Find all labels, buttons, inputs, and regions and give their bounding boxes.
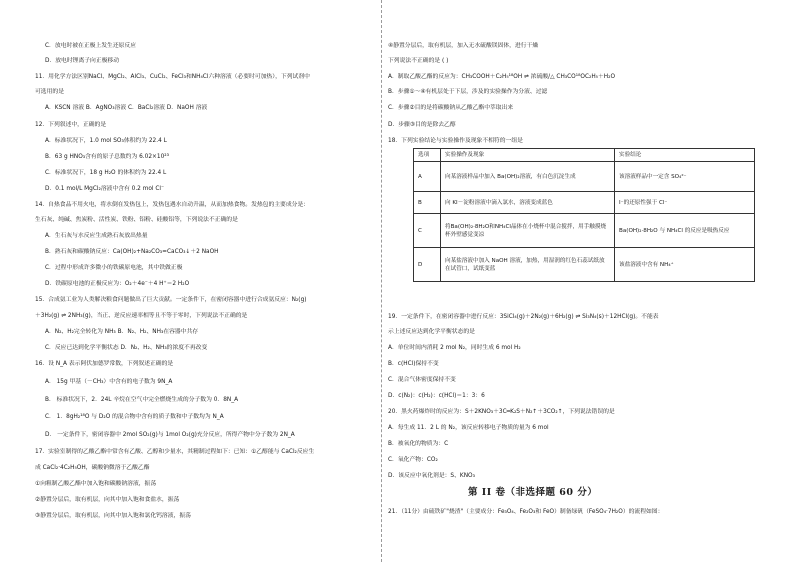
column-divider xyxy=(381,0,382,562)
table-cell: D xyxy=(414,248,441,282)
text-line: 14．自热食品不用火电，将水倒在发热包上，发热包遇水自动升温，从而加热食物。发热包的主要成分是： xyxy=(35,202,310,208)
text-line: D．放电时锂离子向正极移动 xyxy=(45,58,120,64)
text-line: ③静置分层后，取有机层，向其中加入饱和氯化钙溶液，振荡 xyxy=(35,513,191,519)
table-cell: I⁻的还原性强于 Cl⁻ xyxy=(615,192,755,214)
right-column xyxy=(388,0,768,562)
text-line: D． 一定条件下，密闭容器中 2mol SO₂(g)与 1mol O₂(g)充分反应，所得产物中分子数为 2N_A xyxy=(45,432,295,438)
text-line: C．过程中形成许多微小的铁碳原电池，其中铁做正极 xyxy=(45,265,183,271)
text-line: 11．用化学方法区别NaCl、MgCl₂、AlCl₃、CuCl₂、FeCl₃和NH₄Cl六种溶液（必要时可加热），下列试剂中 xyxy=(35,74,310,80)
text-line: 17．实验室制得的乙酸乙酯中常含有乙酸、乙醇和少量水，其精制过程如下：已知：①乙醇能与 CaCl₂反应生 xyxy=(35,449,315,455)
text-line: 20．黑火药爆炸时的反应为：S＋2KNO₃＋3C═K₂S＋N₂↑＋3CO₂↑，下列说法错误的是 xyxy=(388,409,615,415)
text-line: C．氧化产物：CO₂ xyxy=(388,457,438,463)
text-line: A．标准状况下，1.0 mol SO₃体积约为 22.4 L xyxy=(45,138,167,144)
text-line: ②静置分层后，取有机层，向其中加入饱和食盐水，振荡 xyxy=(35,497,180,503)
text-line: 12．下列叙述中，正确的是 xyxy=(35,122,107,128)
text-line: C．混合气体密度保持不变 xyxy=(388,377,456,383)
table-cell: Ba(OH)₂·8H₂O 与 NH₄Cl 的反应是吸热反应 xyxy=(615,214,755,248)
text-line: D．c(N₂)：c(H₂)：c(HCl)＝1：3：6 xyxy=(388,393,485,399)
text-line: A． 15g 甲基（－CH₃）中含有的电子数为 9N_A xyxy=(45,379,173,385)
text-line: C．步骤②目的是将碳酸钠从乙酸乙酯中萃取出来 xyxy=(388,105,514,111)
text-line: B．步骤①～④有机层处于下层，涉及的实验操作为分液、过滤 xyxy=(388,89,548,95)
section-title: 第 II 卷（非选择题 60 分） xyxy=(468,487,598,498)
table-header-cell: 实验结论 xyxy=(615,149,755,162)
text-line: B．63 g HNO₃含有的原子总数约为 6.02×10²³ xyxy=(45,154,169,160)
table-row xyxy=(414,192,755,214)
text-line: A．N₂、H₂完全转化为 NH₃ B．N₂、H₂、NH₃在容器中共存 xyxy=(45,329,199,335)
table-row xyxy=(414,248,755,282)
text-line: ④静置分层后，取有机层，加入无水硫酸镁固体，进行干燥 xyxy=(388,43,539,49)
text-line: A．KSCN 溶液 B．AgNO₃溶液 C．BaCl₂溶液 D．NaOH 溶液 xyxy=(45,105,208,111)
text-line: 21．（11分）由硫铁矿"烧渣"（主要成分：Fe₃O₄、Fe₂O₃和 FeO）制备绿矾（FeSO₄·7H₂O）的流程如图： xyxy=(388,509,664,515)
text-line: 19．一定条件下，在密闭容器中进行反应：3SiCl₄(g)＋2N₂(g)＋6H₂(g) ⇌ Si₃N₄(s)＋12HCl(g)。不能表 xyxy=(388,314,659,320)
text-line: D．铁碳原电池的正极反应为：O₂＋4e⁻＋4 H⁺＝2 H₂O xyxy=(45,281,190,287)
table-cell: C xyxy=(414,214,441,248)
text-line: 16．设 N_A 表示阿伏加德罗常数，下列叙述正确的是 xyxy=(35,361,174,367)
text-line: D．该反应中氧化剂是：S、KNO₃ xyxy=(388,473,475,479)
table-row xyxy=(414,162,755,192)
text-line: 15．合成氨工业为人类解决粮食问题做出了巨大贡献。一定条件下，在密闭容器中进行合成氨反应：N₂(g) xyxy=(35,297,307,303)
text-line: ①向粗制乙酸乙酯中加入饱和碳酸钠溶液，振荡 xyxy=(35,481,157,487)
text-line: A．生石灰与水反应生成熟石灰放出热量 xyxy=(45,233,148,239)
text-line: C．放电时被在正极上发生还原反应 xyxy=(45,43,137,49)
text-line: 示上述反应达到化学平衡状态的是 xyxy=(388,329,475,335)
table-cell: 将Ba(OH)₂·8H₂O和NH₄Cl晶体在小烧杯中混合搅拌，用手触摸烧杯外壁感觉变凉 xyxy=(441,214,615,248)
table-cell: 该盐溶液中含有 NH₄⁺ xyxy=(615,248,755,282)
table-cell: A xyxy=(414,162,441,192)
table-cell: 向某盐溶液中加入 NaOH 溶液，加热，用湿润的红色石蕊试纸放在试管口，试纸变蓝 xyxy=(441,248,615,282)
text-line: 18．下列实验结论与实验操作及现象不相符的一组是 xyxy=(388,138,523,144)
text-line: 成 CaCl₂·4C₂H₅OH，碳酸钠微溶于乙酸乙酯 xyxy=(35,465,150,471)
text-line: B．被氧化的物质为：C xyxy=(388,441,449,447)
text-line: B．c(HCl)保持不变 xyxy=(388,361,439,367)
table-cell: B xyxy=(414,192,441,214)
text-line: B．熟石灰和碳酸钠反应：Ca(OH)₂+Na₂CO₃=CaCO₃↓＋2 NaOH xyxy=(45,249,219,255)
table-cell: 向 KI－淀粉溶液中滴入氯水，溶液变成蓝色 xyxy=(441,192,615,214)
text-line: A．每生成 11．2 L 的 N₂，该反应转移电子物质的量为 6 mol xyxy=(388,425,549,431)
text-line: 可选用的是 xyxy=(35,89,64,95)
text-line: 生石灰、纯碱、焦炭粉、活性炭、铁粉、铝粉、硅酸铝等，下列说法不正确的是 xyxy=(35,217,238,223)
table-header-cell: 实验操作及现象 xyxy=(441,149,615,162)
text-line: B． 标准状况下，2．24L 辛烷在空气中完全燃烧生成的分子数为 0．8N_A xyxy=(45,397,239,403)
table-row xyxy=(414,214,755,248)
text-line: C． 1．8gH₂¹⁸O 与 D₂O 的混合物中含有的质子数和中子数均为 N_A xyxy=(45,414,224,420)
table-header-cell: 选项 xyxy=(414,149,441,162)
left-column xyxy=(35,0,375,562)
text-line: C．反应已达到化学平衡状态 D．N₂、H₂、NH₃的浓度不再改变 xyxy=(45,345,208,351)
table-cell: 该溶液样品中一定含 SO₄²⁻ xyxy=(615,162,755,192)
text-line: 下列说法不正确的是 ( ) xyxy=(388,58,449,64)
text-line: ＋3H₂(g) ⇌ 2NH₃(g)，当正、逆反应速率相等且不等于零时，下列说法不正确的是 xyxy=(35,313,248,319)
text-line: D．步骤③目的是除去乙醇 xyxy=(388,122,456,128)
table-cell: 向某溶液样品中加入 Ba(OH)₂溶液，有白色沉淀生成 xyxy=(441,162,615,192)
text-line: A．制取乙酸乙酯的反应为：CH₃COOH＋C₂H₅¹⁸OH ⇌ 浓硫酸/△ CH₃CO¹⁸OC₂H₅＋H₂O xyxy=(388,74,616,80)
text-line: A．单位时间内消耗 2 mol N₂，同时生成 6 mol H₂ xyxy=(388,345,521,351)
text-line: C．标准状况下，18 g H₂O 的体积约为 22.4 L xyxy=(45,170,167,176)
text-line: D．0.1 mol/L MgCl₂溶液中含有 0.2 mol Cl⁻ xyxy=(45,186,165,192)
q18-table xyxy=(413,148,755,282)
table-header-row xyxy=(414,149,755,162)
